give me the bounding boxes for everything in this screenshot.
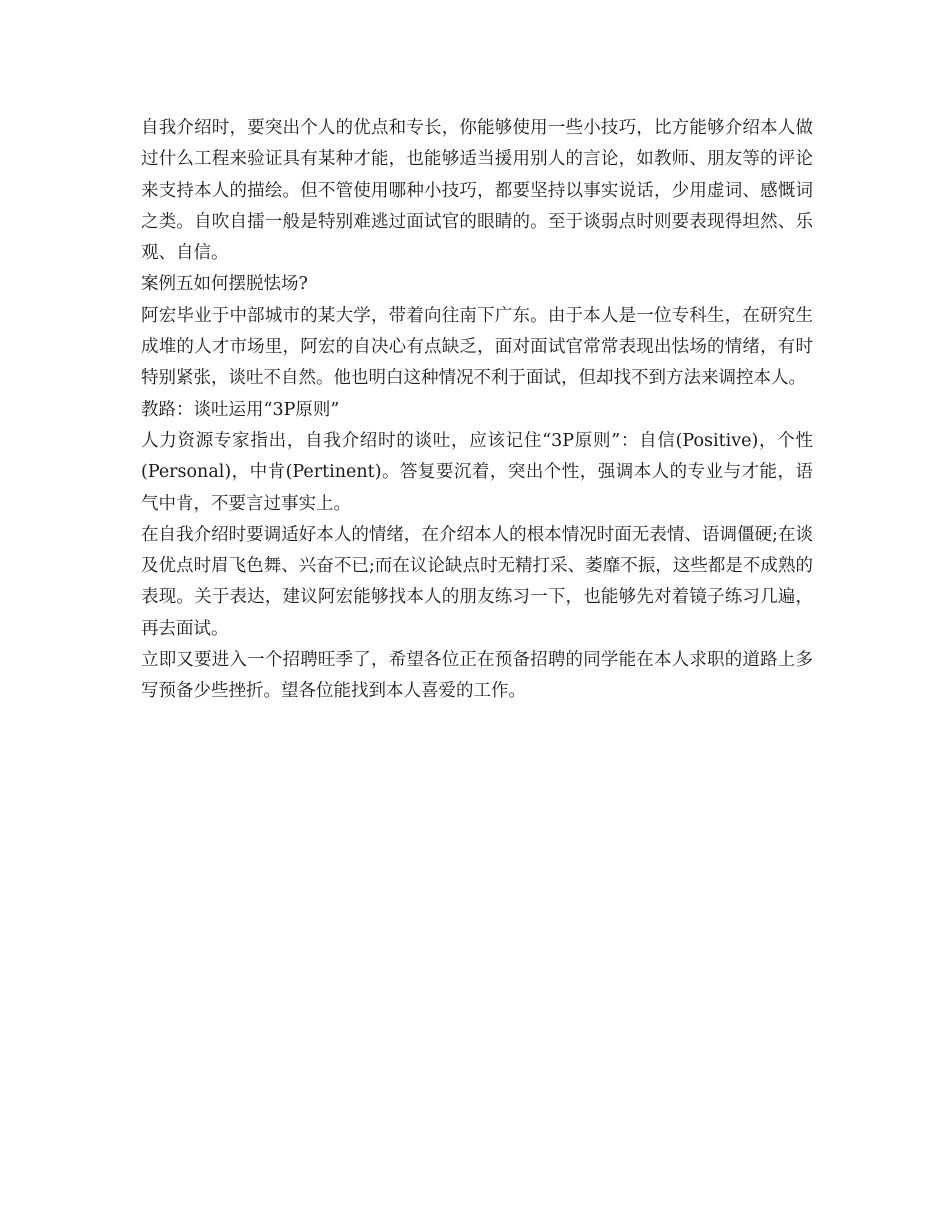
- case-five-heading: 案例五如何摆脱怯场?: [141, 274, 308, 295]
- paragraph-case-story: 阿宏毕业于中部城市的某大学，带着向往南下广东。由于本人是一位专科生，在研究生成堆的人才市场里，阿宏的自决心有点缺乏，面对面试官常常表现出怯场的情绪，有时特别紧张，谈吐不自然。他也明白这种情况不利于面试，但却找不到方法来调控本人。: [141, 305, 813, 389]
- advice-heading: 教路：谈吐运用“3P原则”: [141, 399, 340, 420]
- paragraph-emotion-control: 在自我介绍时要调适好本人的情绪，在介绍本人的根本情况时面无表情、语调僵硬;在谈及优点时眉飞色舞、兴奋不已;而在议论缺点时无精打采、萎靡不振，这些都是不成熟的表现。关于表达，建议阿宏能够找本人的朋友练习一下，也能够先对着镜子练习几遍，再去面试。: [141, 524, 813, 639]
- paragraph-3p-principle: 人力资源专家指出，自我介绍时的谈吐，应该记住“3P原则”：自信(Positive)，个性(Personal)，中肯(Pertinent)。答复要沉着，突出个性，强调本人的专业与才能，语气中肯，不要言过事实上。: [141, 430, 813, 514]
- paragraph-closing: 立即又要进入一个招聘旺季了，希望各位正在预备招聘的同学能在本人求职的道路上多写预备少些挫折。望各位能找到本人喜爱的工作。: [141, 650, 813, 702]
- paragraph-self-intro-tips: 自我介绍时，要突出个人的优点和专长，你能够使用一些小技巧，比方能够介绍本人做过什么工程来验证具有某种才能，也能够适当援用别人的言论，如教师、朋友等的评论来支持本人的描绘。但不管使用哪种小技巧，都要坚持以事实说话，少用虚词、感慨词之类。自吹自擂一般是特别难逃过面试官的眼睛的。至于谈弱点时则要表现得坦然、乐观、自信。: [141, 118, 813, 264]
- document-body: [141, 113, 813, 708]
